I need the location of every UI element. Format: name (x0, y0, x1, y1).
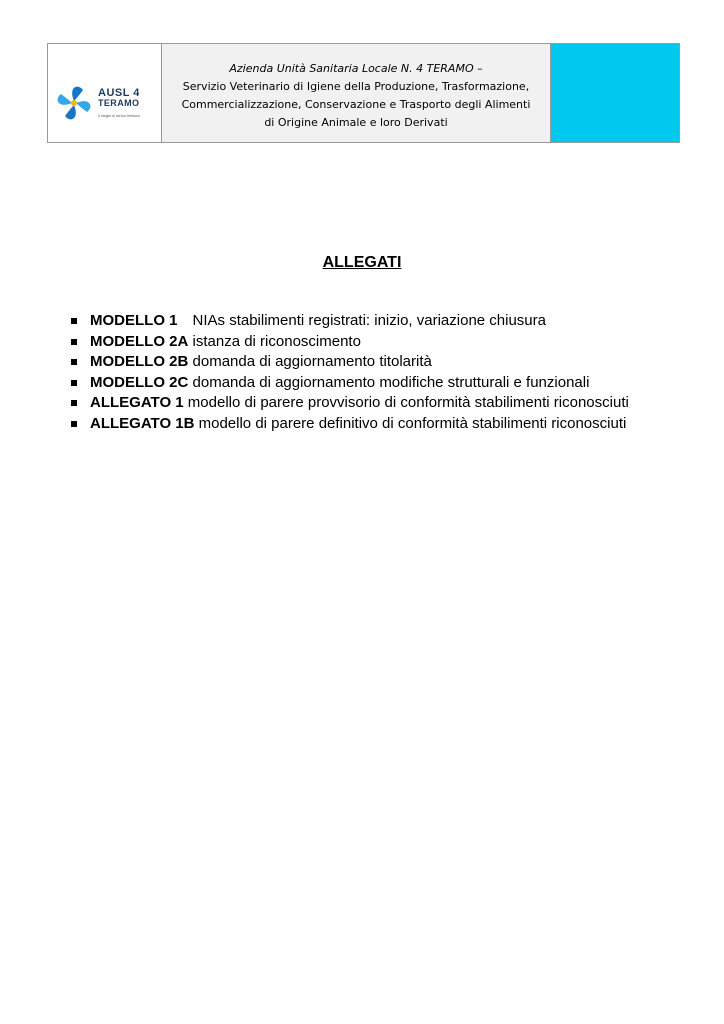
list-item (70, 373, 629, 394)
list-item (70, 311, 629, 332)
logo-cell (48, 44, 162, 142)
list-item (70, 414, 629, 435)
item-code: MODELLO 1 (90, 312, 178, 329)
logo-tagline: Il meglio di noi tuo territorio (98, 114, 141, 118)
logo-city: TERAMO (98, 98, 140, 108)
document-header (47, 43, 680, 143)
square-bullet-icon (71, 339, 77, 345)
attachments-list (70, 311, 629, 435)
service-line-3: di Origine Animale e loro Derivati (264, 116, 448, 129)
org-name: Azienda Unità Sanitaria Locale N. 4 TERAMO – (229, 62, 483, 75)
accent-color-block (551, 44, 679, 142)
square-bullet-icon (71, 359, 77, 365)
item-description: NIAs stabilimenti registrati: inizio, variazione chiusura (192, 312, 546, 329)
square-bullet-icon (71, 400, 77, 406)
square-bullet-icon (71, 421, 77, 427)
item-description: domanda di aggiornamento modifiche strutturali e funzionali (192, 373, 590, 391)
logo-name: AUSL 4 (98, 87, 140, 99)
item-description: modello di parere definitivo di conformità stabilimenti riconosciuti (198, 414, 627, 432)
square-bullet-icon (71, 318, 77, 324)
list-item (70, 332, 629, 353)
header-text-cell (162, 44, 551, 142)
list-item (70, 352, 629, 373)
item-description: domanda di aggiornamento titolarità (192, 353, 432, 371)
square-bullet-icon (71, 380, 77, 386)
item-code: MODELLO 2C (90, 373, 189, 391)
item-code: MODELLO 2A (90, 332, 189, 350)
item-code: MODELLO 2B (90, 353, 189, 371)
service-line-1: Servizio Veterinario di Igiene della Produzione, Trasformazione, (182, 80, 530, 93)
service-line-2: Commercializzazione, Conservazione e Trasporto degli Alimenti (181, 98, 531, 111)
item-code: ALLEGATO 1B (90, 414, 195, 432)
item-code: ALLEGATO 1 (90, 394, 184, 412)
item-description: istanza di riconoscimento (192, 332, 361, 350)
page-title: ALLEGATI (322, 254, 402, 271)
list-item (70, 393, 629, 414)
ausl-logo-icon (53, 82, 95, 124)
item-description: modello di parere provvisorio di conformità stabilimenti riconosciuti (187, 394, 629, 412)
